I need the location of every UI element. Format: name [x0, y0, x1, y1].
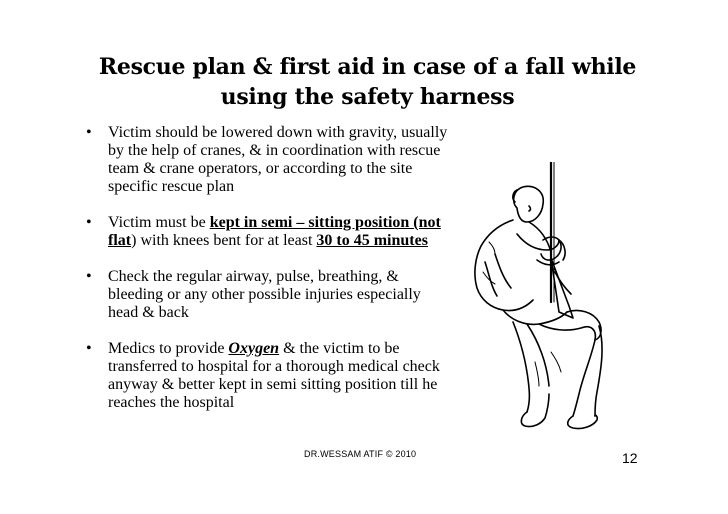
bullet-text: Check the regular airway, pulse, breathing, & bleeding or any other possible injuries especially head & back — [108, 268, 421, 321]
bullet-marker: • — [86, 340, 92, 357]
bullet-list — [84, 124, 454, 430]
footer-credit: DR.WESSAM ATIF © 2010 — [304, 449, 417, 459]
bullet-marker: • — [86, 268, 92, 285]
bullet-text-part: Medics to provide — [108, 340, 229, 357]
title-line-1: Rescue plan & first aid in case of a fall while — [98, 54, 637, 80]
bullet-text-part: ) with knees bent for at least — [131, 232, 317, 249]
bullet-text-part: & the victim to be transferred to hospital for a thorough medical check anyway & better kept in semi sitting position till he reaches the hospital — [108, 340, 440, 411]
bullet-text — [108, 340, 440, 411]
bullet-item-lowering — [84, 124, 454, 196]
slide-title — [60, 52, 675, 112]
bullet-item-oxygen — [84, 340, 454, 412]
bullet-marker: • — [86, 214, 92, 231]
torso — [475, 220, 533, 311]
suspended-worker-illustration — [455, 162, 625, 434]
foot — [568, 415, 597, 428]
bullet-item-position — [84, 214, 454, 250]
leg — [539, 324, 595, 340]
emphasis-duration: 30 to 45 minutes — [316, 232, 428, 249]
bullet-text — [108, 214, 441, 249]
emphasis-position: kept in semi – sitting position (not flat — [108, 214, 441, 249]
page-number: 12 — [622, 450, 638, 466]
bullet-item-checks — [84, 268, 454, 322]
bullet-text: Victim should be lowered down with gravity, usually by the help of cranes, & in coordination with rescue team & crane operators, or according to the site specific rescue plan — [108, 124, 448, 195]
emphasis-oxygen: Oxygen — [228, 340, 280, 357]
head — [514, 186, 544, 222]
bullet-marker: • — [86, 124, 92, 141]
foot — [521, 394, 549, 427]
title-line-2: using the safety harness — [220, 84, 515, 110]
bullet-text-part: Victim must be — [108, 214, 210, 231]
